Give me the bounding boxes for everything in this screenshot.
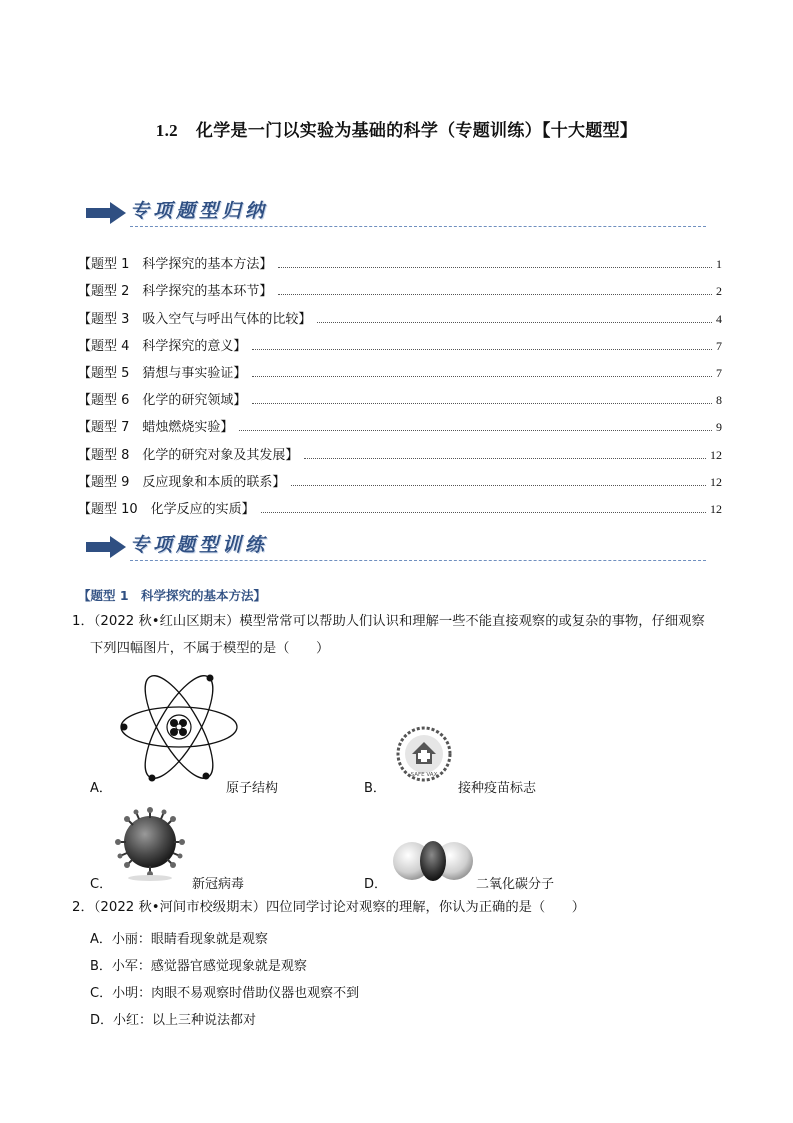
question-1 [72,608,727,662]
toc-leader [252,376,712,377]
toc-leader [252,403,712,404]
toc-page: 7 [716,365,722,380]
toc-item[interactable] [78,245,722,272]
option-b-letter: B． [364,781,386,796]
toc-page: 12 [710,474,722,489]
title-text: 化学是一门以实验为基础的科学（专题训练）【十大题型】 [195,121,638,141]
question-2-stem: 2．（2022 秋•河间市校级期末）四位同学讨论对观察的理解，你认为正确的是（ ） [72,900,586,915]
toc-item[interactable] [78,490,722,517]
toc-label: 【题型 3 吸入空气与呼出气体的比较】 [78,311,312,327]
question-1-stem-line1: 1．（2022 秋•红山区期末）模型常常可以帮助人们认识和理解一些不能直接观察的或复杂的事物，仔细观察 [72,614,705,629]
section-label: 专项题型归纳 [130,200,269,222]
toc-item[interactable] [78,327,722,354]
toc-page: 7 [716,338,722,353]
vaccine-logo-image [392,724,456,788]
toc-item[interactable] [78,463,722,490]
toc-leader [261,512,706,513]
option-a-caption: 原子结构 [226,781,279,796]
virus-image [114,806,186,882]
toc-leader [304,458,706,459]
option-b-caption: 接种疫苗标志 [458,781,537,796]
vaccine-logo-text: SAFE VAX [410,772,438,778]
arrow-right-icon [86,536,126,558]
toc-label: 【题型 10 化学反应的实质】 [78,501,255,517]
toc-page: 4 [716,311,722,326]
toc-label: 【题型 1 科学探究的基本方法】 [78,257,273,273]
question-type-heading: 【题型 1 科学探究的基本方法】 [78,588,267,603]
toc-page: 8 [716,393,722,408]
page-title [0,116,793,141]
toc-page: 1 [716,257,722,272]
section-heading-training [86,530,706,570]
question-1-stem-line2: 下列四幅图片，不属于模型的是（ ） [90,641,330,656]
title-number: 1.2 [155,121,178,140]
dashed-divider [130,560,706,561]
toc-label: 【题型 6 化学的研究领域】 [78,393,247,409]
toc-leader [278,267,712,268]
toc-item[interactable] [78,408,722,435]
table-of-contents [78,245,722,517]
toc-item[interactable] [78,299,722,326]
toc-leader [239,430,712,431]
toc-label: 【题型 7 蜡烛燃烧实验】 [78,420,234,436]
question-2-choice-a: A．小丽：眼睛看现象就是观察 [90,932,268,947]
dashed-divider [130,226,706,227]
option-d-letter: D． [364,877,388,892]
toc-leader [278,294,712,295]
toc-item[interactable] [78,435,722,462]
toc-label: 【题型 8 化学的研究对象及其发展】 [78,447,299,463]
section-label: 专项题型训练 [130,534,269,556]
toc-label: 【题型 9 反应现象和本质的联系】 [78,474,286,490]
toc-item[interactable] [78,272,722,299]
option-c-letter: C． [90,877,113,892]
toc-page: 2 [716,284,722,299]
toc-page: 12 [710,447,722,462]
toc-item[interactable] [78,381,722,408]
toc-label: 【题型 4 科学探究的意义】 [78,338,247,354]
question-2-choice-c: C．小明：肉眼不易观察时借助仪器也观察不到 [90,986,360,1001]
toc-item[interactable] [78,354,722,381]
option-c-caption: 新冠病毒 [192,877,245,892]
toc-page: 12 [710,501,722,516]
toc-leader [291,485,706,486]
question-2-choice-d: D．小红：以上三种说法都对 [90,1013,257,1028]
atom-model-image [116,668,242,786]
toc-leader [252,349,712,350]
co2-molecule-image [392,840,474,882]
option-a-letter: A． [90,781,112,796]
question-2-choice-b: B．小军：感觉器官感觉现象就是观察 [90,959,307,974]
toc-page: 9 [716,420,722,435]
section-heading-summary [86,196,706,236]
arrow-right-icon [86,202,126,224]
toc-label: 【题型 2 科学探究的基本环节】 [78,284,273,300]
option-d-caption: 二氧化碳分子 [476,877,555,892]
toc-leader [317,322,712,323]
toc-label: 【题型 5 猜想与事实验证】 [78,365,247,381]
